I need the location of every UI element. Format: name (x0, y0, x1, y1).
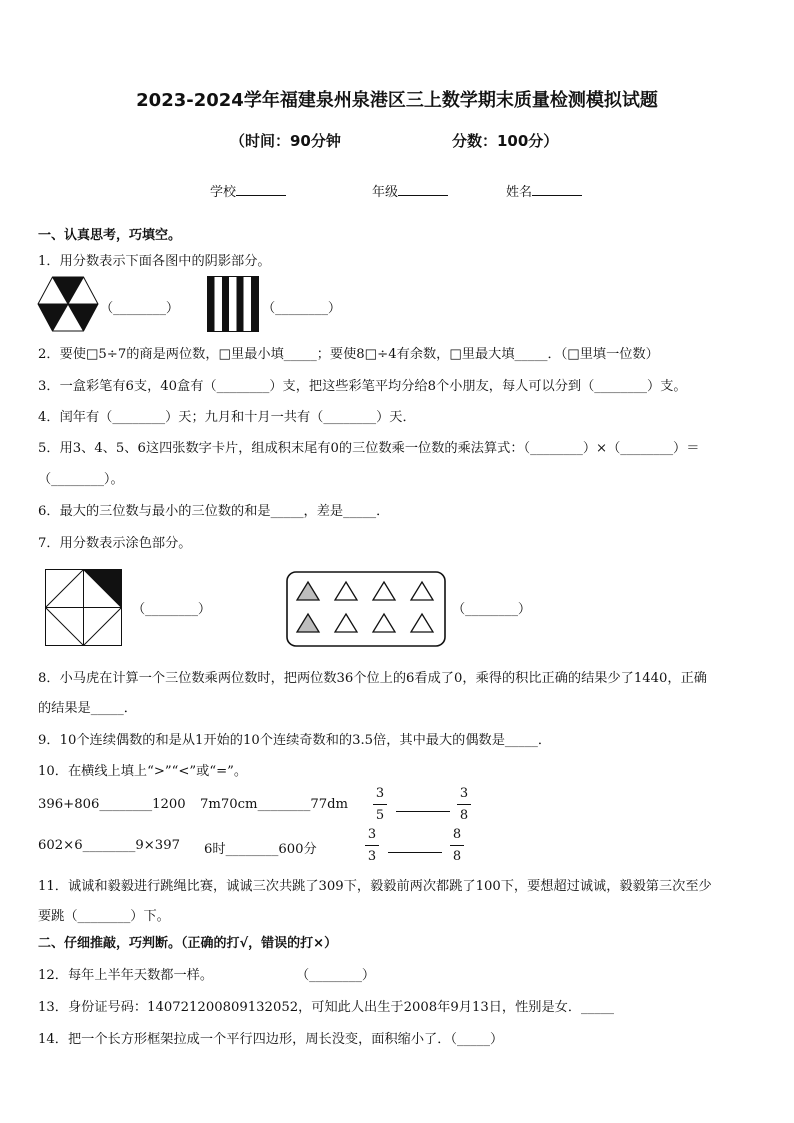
q1-answer-b[interactable]: （________） (262, 301, 342, 316)
grade-label: 年级 (372, 185, 399, 200)
school-field[interactable] (210, 181, 286, 200)
q7-answer-a[interactable]: （________） (132, 602, 212, 617)
question-10: 10．在横线上填上“>”“<”或“=”。 (38, 764, 248, 779)
page-title: 2023-2024学年福建泉州泉港区三上数学期末质量检测模拟试题 (136, 90, 658, 111)
triangles-figure (286, 571, 446, 647)
question-11: 11．诚诚和毅毅进行跳绳比赛，诚诚三次共跳了309下，毅毅前两次都跳了100下，要想超过诚诚，毅毅第三次至少 (38, 879, 712, 894)
question-7: 7．用分数表示涂色部分。 (38, 536, 192, 551)
fraction-denominator: 8 (459, 808, 469, 823)
fraction-denominator: 8 (452, 849, 462, 864)
q10-compare-1[interactable]: 396+806________1200 (38, 797, 186, 812)
score-label: 分数：100分） (452, 132, 559, 150)
fraction-numerator: 3 (367, 827, 377, 842)
section1-heading: 一、认真思考，巧填空。 (38, 228, 182, 243)
fraction-denominator: 3 (367, 849, 377, 864)
name-field[interactable] (506, 181, 582, 200)
question-14: 14．把一个长方形框架拉成一个平行四边形，周长没变，面积缩小了．（_____） (38, 1032, 504, 1047)
question-2: 2．要使□5÷7的商是两位数，□里最小填_____；要使8□÷4有余数，□里最大填_____．（□里填一位数） (38, 347, 659, 362)
fraction-3-3 (365, 827, 379, 864)
fraction-3-5 (373, 786, 387, 823)
q10-compare-4[interactable]: 602×6________9×397 (38, 838, 180, 853)
grade-field[interactable] (372, 181, 448, 200)
q10-compare-5[interactable]: 6时________600分 (204, 842, 317, 857)
time-label: （时间：90分钟 (230, 132, 341, 150)
question-9: 9．10个连续偶数的和是从1开始的10个连续奇数和的3.5倍，其中最大的偶数是_____． (38, 733, 552, 748)
q10-compare-6-blank[interactable] (388, 852, 442, 853)
hexagon-figure (37, 276, 99, 332)
q10-compare-2[interactable]: 7m70cm________77dm (200, 797, 349, 812)
question-8: 8．小马虎在计算一个三位数乘两位数时，把两位数36个位上的6看成了0，乘得的积比正确的结果少了1440，正确 (38, 671, 707, 686)
q1-answer-a[interactable]: （________） (100, 301, 180, 316)
grade-blank[interactable] (398, 183, 448, 196)
question-13: 13．身份证号码：140721200809132052，可知此人出生于2008年9月13日，性别是女．_____ (38, 1000, 615, 1015)
fraction-3-8 (457, 786, 471, 823)
question-12: 12．每年上半年天数都一样。 (38, 968, 214, 983)
fraction-numerator: 3 (375, 786, 385, 801)
question-5-cont: （________）。 (38, 472, 124, 487)
question-3: 3．一盒彩笔有6支，40盒有（________）支，把这些彩笔平均分给8个小朋友，每人可以分到（________）支。 (38, 379, 687, 394)
question-1: 1．用分数表示下面各图中的阴影部分。 (38, 254, 271, 269)
fraction-8-8 (450, 827, 464, 864)
question-4: 4．闰年有（________）天；九月和十月一共有（________）天． (38, 410, 416, 425)
q7-answer-b[interactable]: （________） (452, 602, 532, 617)
school-blank[interactable] (236, 183, 286, 196)
q12-answer[interactable]: （________） (296, 968, 376, 983)
divided-square-figure (45, 569, 122, 646)
fraction-numerator: 8 (452, 827, 462, 842)
question-5: 5．用3、4、5、6这四张数字卡片，组成积末尾有0的三位数乘一位数的乘法算式：（________）×（________）＝ (38, 441, 700, 456)
name-blank[interactable] (532, 183, 582, 196)
school-label: 学校 (210, 185, 237, 200)
question-11-cont: 要跳（________）下。 (38, 909, 170, 924)
name-label: 姓名 (506, 185, 533, 200)
q10-compare-3-blank[interactable] (396, 811, 450, 812)
section2-heading: 二、仔细推敲，巧判断。（正确的打√，错误的打×） (38, 936, 338, 951)
question-6: 6．最大的三位数与最小的三位数的和是_____，差是_____． (38, 504, 390, 519)
fraction-denominator: 5 (375, 808, 385, 823)
fraction-numerator: 3 (459, 786, 469, 801)
question-8-cont: 的结果是_____． (38, 701, 137, 716)
striped-rectangle-figure (207, 276, 259, 332)
